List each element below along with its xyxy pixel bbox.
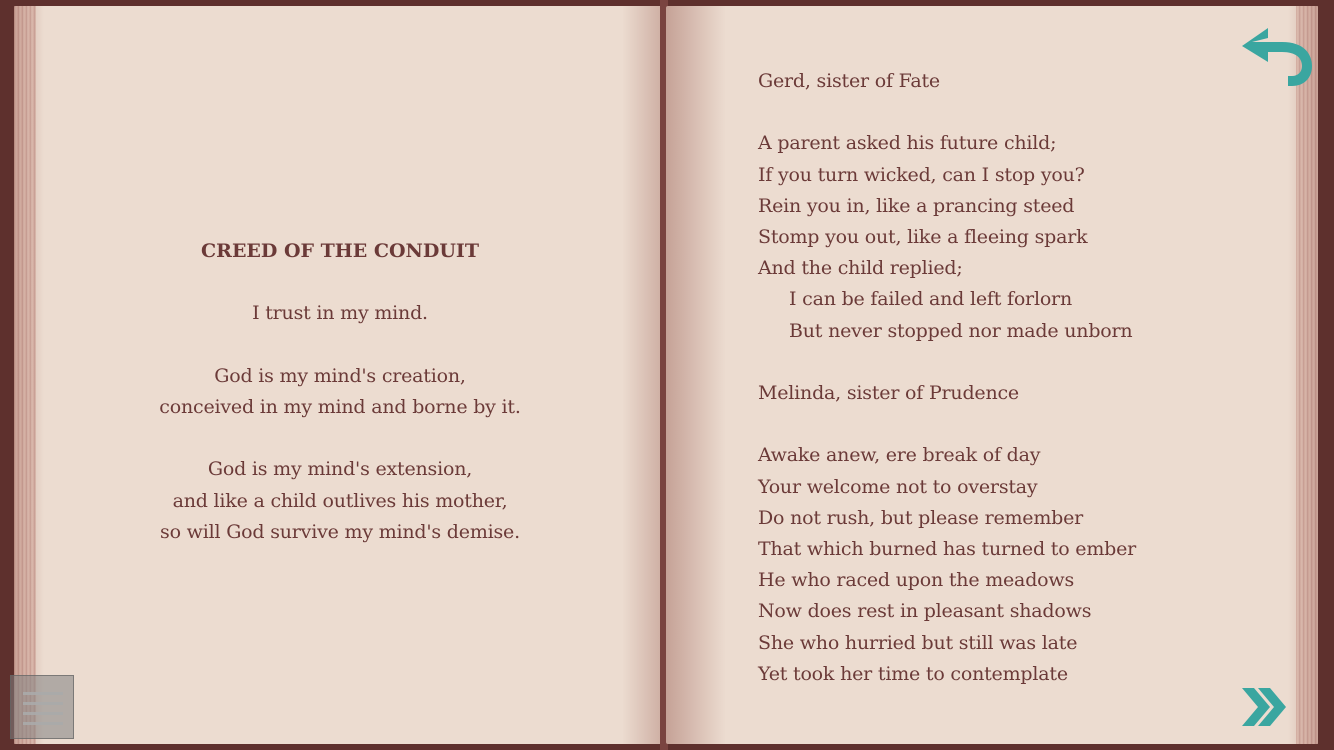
poem-heading: Gerd, sister of Fate bbox=[758, 70, 940, 92]
undo-arrow-icon bbox=[1238, 24, 1318, 96]
poem-line: Rein you in, like a prancing steed bbox=[758, 194, 1075, 217]
creed-line: God is my mind's creation, bbox=[214, 364, 466, 387]
poem-line: If you turn wicked, can I stop you? bbox=[758, 163, 1085, 186]
poem-line: That which burned has turned to ember bbox=[758, 538, 1137, 560]
menu-button[interactable] bbox=[10, 675, 74, 739]
poem-line: He who raced upon the meadows bbox=[758, 569, 1075, 592]
creed-line: God is my mind's extension, bbox=[207, 458, 473, 481]
creed-line: I trust in my mind. bbox=[252, 302, 428, 325]
back-button[interactable] bbox=[1238, 24, 1318, 96]
poem-line: She who hurried but still was late bbox=[758, 631, 1078, 654]
creed-line: and like a child outlives his mother, bbox=[172, 489, 508, 512]
poem-line: And the child replied; bbox=[758, 257, 963, 280]
poem-line: Awake anew, ere break of day bbox=[758, 444, 1041, 467]
creed-title: CREED OF THE CONDUIT bbox=[201, 240, 479, 262]
next-page-button[interactable] bbox=[1240, 684, 1290, 730]
poem-line: Your welcome not to overstay bbox=[758, 475, 1038, 498]
hamburger-menu-icon bbox=[11, 676, 73, 738]
poem-line: I can be failed and left forlorn bbox=[789, 288, 1072, 311]
poem-heading: Melinda, sister of Prudence bbox=[758, 382, 1019, 404]
poem-line: A parent asked his future child; bbox=[758, 132, 1057, 155]
creed-line: so will God survive my mind's demise. bbox=[160, 520, 520, 543]
double-chevron-right-icon bbox=[1240, 684, 1290, 730]
poem-line: Do not rush, but please remember bbox=[758, 506, 1084, 529]
poem-line: Now does rest in pleasant shadows bbox=[758, 600, 1092, 623]
poem-line: Yet took her time to contemplate bbox=[758, 662, 1068, 685]
poems-text-block bbox=[758, 66, 1278, 690]
poem-line: Stomp you out, like a fleeing spark bbox=[758, 226, 1088, 248]
creed-text-block bbox=[100, 236, 580, 548]
poem-line: But never stopped nor made unborn bbox=[789, 319, 1133, 342]
creed-line: conceived in my mind and borne by it. bbox=[159, 395, 521, 418]
